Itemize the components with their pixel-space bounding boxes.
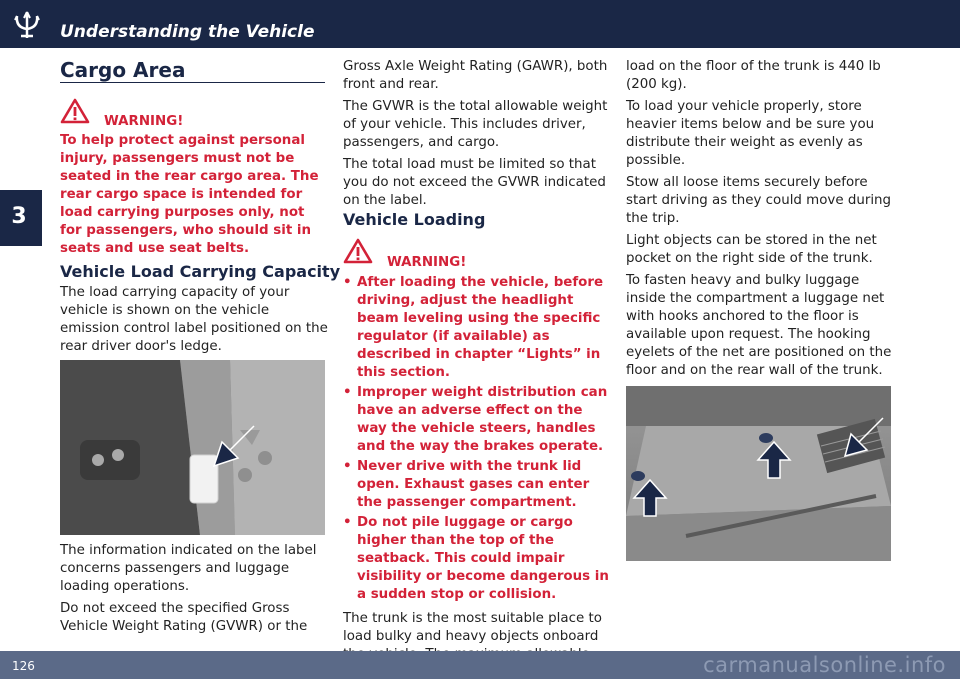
- page-footer: [0, 651, 960, 679]
- up-arrow-icon: [632, 478, 668, 518]
- subheading-load-capacity: Vehicle Load Carrying Capacity: [60, 262, 341, 281]
- door-ledge-label-photo: [60, 360, 325, 535]
- warning-icon: [343, 238, 373, 264]
- warning-text: To help protect against personal injury, passengers must not be seated in the rear cargo area. The rear cargo space is intended for load carrying purposes only, not for passengers, who should sit in seats and use seat belts.: [60, 133, 319, 256]
- paragraph: The information indicated on the label concerns passengers and luggage loading operations.: [60, 543, 317, 594]
- warning-label: WARNING!: [387, 255, 467, 270]
- paragraph: load on the floor of the trunk is 440 lb (200 kg).: [626, 59, 881, 92]
- warning-item: • Do not pile luggage or cargo higher than the top of the seatback. This could impair visibility or become dangerous in a sudden stop or collision.: [343, 514, 613, 604]
- chapter-tab[interactable]: [0, 190, 42, 246]
- chapter-number: 3: [11, 204, 27, 229]
- trident-logo-icon: [10, 8, 44, 42]
- warning-icon: [60, 98, 90, 124]
- paragraph: To load your vehicle properly, store heavier items below and be sure you distribute their weight as evenly as possible.: [626, 99, 875, 168]
- warning-item: • After loading the vehicle, before driving, adjust the headlight beam leveling using the specific regulator (if available) as described in chapter “Lights” in this section.: [343, 274, 613, 382]
- paragraph: Do not exceed the specified Gross Vehicle Weight Rating (GVWR) or the: [60, 601, 308, 634]
- page-header: [0, 0, 960, 48]
- pointer-arrow-icon: [841, 414, 887, 460]
- paragraph: Gross Axle Weight Rating (GAWR), both front and rear.: [343, 59, 608, 92]
- warning-list: [343, 274, 613, 604]
- door-ledge-illustration: [60, 360, 325, 535]
- warning-item: • Never drive with the trunk lid open. Exhaust gases can enter the passenger compartment.: [343, 458, 613, 512]
- paragraph: The load carrying capacity of your vehicle is shown on the vehicle emission control label positioned on the rear driver door's ledge.: [60, 285, 328, 354]
- trunk-net-eyelets-photo: [626, 386, 891, 561]
- paragraph: The GVWR is the total allowable weight of your vehicle. This includes driver, passengers, and cargo.: [343, 99, 608, 150]
- paragraph: To fasten heavy and bulky luggage inside the compartment a luggage net with hooks anchored to the floor is available upon request. The hooking eyelets of the net are positioned on the floor and on the rear wall of the trunk.: [626, 273, 892, 378]
- up-arrow-icon: [756, 440, 792, 480]
- paragraph: Stow all loose items securely before start driving as they could move during the trip.: [626, 175, 892, 226]
- watermark: carmanualsonline.info: [703, 653, 946, 677]
- pointer-arrow-icon: [210, 422, 260, 472]
- section-title: Understanding the Vehicle: [60, 22, 315, 42]
- warning-item: • Improper weight distribution can have an adverse effect on the way the vehicle steers, handles and the way the brakes operate.: [343, 384, 613, 456]
- warning-label: WARNING!: [104, 114, 184, 129]
- subheading-vehicle-loading: Vehicle Loading: [343, 210, 486, 229]
- paragraph: The total load must be limited so that you do not exceed the GVWR indicated on the label.: [343, 157, 606, 208]
- page-number: 126: [12, 659, 35, 673]
- paragraph: The trunk is the most suitable place to load bulky and heavy objects onboard: [343, 611, 602, 644]
- paragraph: Light objects can be stored in the net pocket on the right side of the trunk.: [626, 233, 877, 266]
- page-heading: Cargo Area: [60, 58, 186, 82]
- heading-rule: [60, 82, 325, 83]
